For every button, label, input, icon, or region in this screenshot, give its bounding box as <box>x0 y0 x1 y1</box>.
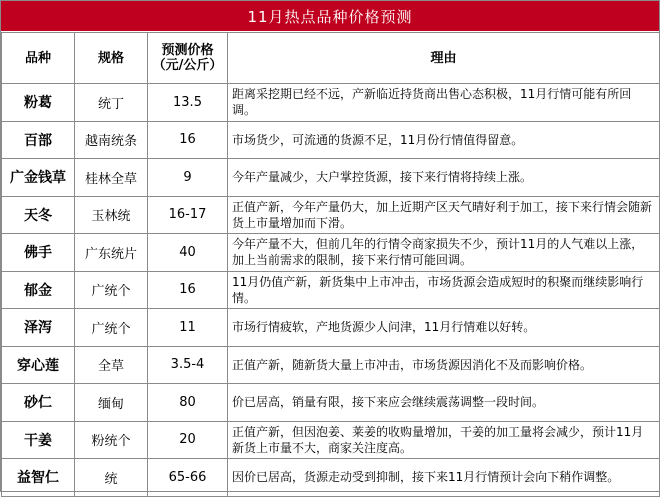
cell-name: 粉葛 <box>2 84 75 122</box>
cell-name: 百部 <box>2 121 75 159</box>
table-row <box>2 121 660 159</box>
sheet-title: 11月热点品种价格预测 <box>1 1 659 32</box>
cell-name: 天冬 <box>2 196 75 234</box>
cell-reason: 11月仍值产新，新货集中上市冲击，市场货源会造成短时的积聚而继续影响行情。 <box>228 271 660 309</box>
cell-price: 13.5 <box>148 84 228 122</box>
table-row <box>2 346 660 384</box>
cell-reason: 距离采挖期已经不远，产新临近持货商出售心态积极，11月行情可能有所回调。 <box>228 84 660 122</box>
cell-reason: 正值产新，今年产量仍大，加上近期产区天气晴好利于加工，接下来行情会随新货上市量增加而下滑。 <box>228 196 660 234</box>
cell-price: 16-17 <box>148 196 228 234</box>
cell-spec: 统丁 <box>75 84 148 122</box>
cell-price: 9 <box>148 159 228 197</box>
table-row <box>2 309 660 347</box>
cell-reason: 正值产新，随新货大量上市冲击，市场货源因消化不及而影响价格。 <box>228 346 660 384</box>
table-row <box>2 459 660 497</box>
cell-reason: 价已居高，销量有限，接下来应会继续震荡调整一段时间。 <box>228 384 660 422</box>
table-row <box>2 84 660 122</box>
cell-price: 11 <box>148 309 228 347</box>
cell-reason: 正值产新，但因泡姜、莱姜的收购量增加，干姜的加工量将会减少，预计11月新货上市量不大，商家关注度高。 <box>228 421 660 459</box>
table-row <box>2 234 660 272</box>
cell-spec: 统 <box>75 459 148 497</box>
header-name: 品种 <box>2 33 75 84</box>
cell-spec: 玉林统 <box>75 196 148 234</box>
cell-name: 砂仁 <box>2 384 75 422</box>
header-reason: 理由 <box>228 33 660 84</box>
cell-price: 20 <box>148 421 228 459</box>
cell-spec: 广统个 <box>75 271 148 309</box>
cell-spec: 越南统条 <box>75 121 148 159</box>
cell-reason: 今年产量不大，但前几年的行情令商家损失不少，预计11月的人气难以上涨，加上当前需求的限制，接下来行情可能回调。 <box>228 234 660 272</box>
cell-name: 干姜 <box>2 421 75 459</box>
cell-name: 穿心莲 <box>2 346 75 384</box>
table-row <box>2 271 660 309</box>
cell-spec: 广统个 <box>75 309 148 347</box>
cell-name: 泽泻 <box>2 309 75 347</box>
cell-reason: 市场货少，可流通的货源不足，11月份行情值得留意。 <box>228 121 660 159</box>
cell-name: 郁金 <box>2 271 75 309</box>
cell-spec: 广东统片 <box>75 234 148 272</box>
cell-reason: 因价已居高，货源走动受到抑制，接下来11月行情预计会向下稍作调整。 <box>228 459 660 497</box>
price-forecast-table <box>1 32 660 497</box>
header-row <box>2 33 660 84</box>
cell-price: 16 <box>148 121 228 159</box>
table-row <box>2 421 660 459</box>
table-row <box>2 159 660 197</box>
cell-reason: 今年产量减少，大户掌控货源，接下来行情将持续上涨。 <box>228 159 660 197</box>
cell-name: 广金钱草 <box>2 159 75 197</box>
cell-price: 16 <box>148 271 228 309</box>
cell-name: 佛手 <box>2 234 75 272</box>
cell-price: 65-66 <box>148 459 228 497</box>
cell-price: 40 <box>148 234 228 272</box>
cell-price: 80 <box>148 384 228 422</box>
cell-name: 益智仁 <box>2 459 75 497</box>
header-price: 预测价格（元/公斤） <box>148 33 228 84</box>
cell-spec: 桂林全草 <box>75 159 148 197</box>
header-spec: 规格 <box>75 33 148 84</box>
table-row <box>2 384 660 422</box>
cell-spec: 缅甸 <box>75 384 148 422</box>
cell-spec: 粉统个 <box>75 421 148 459</box>
table-row <box>2 196 660 234</box>
cell-reason: 市场行情疲软，产地货源少人问津，11月行情难以好转。 <box>228 309 660 347</box>
cell-spec: 全草 <box>75 346 148 384</box>
cell-price: 3.5-4 <box>148 346 228 384</box>
